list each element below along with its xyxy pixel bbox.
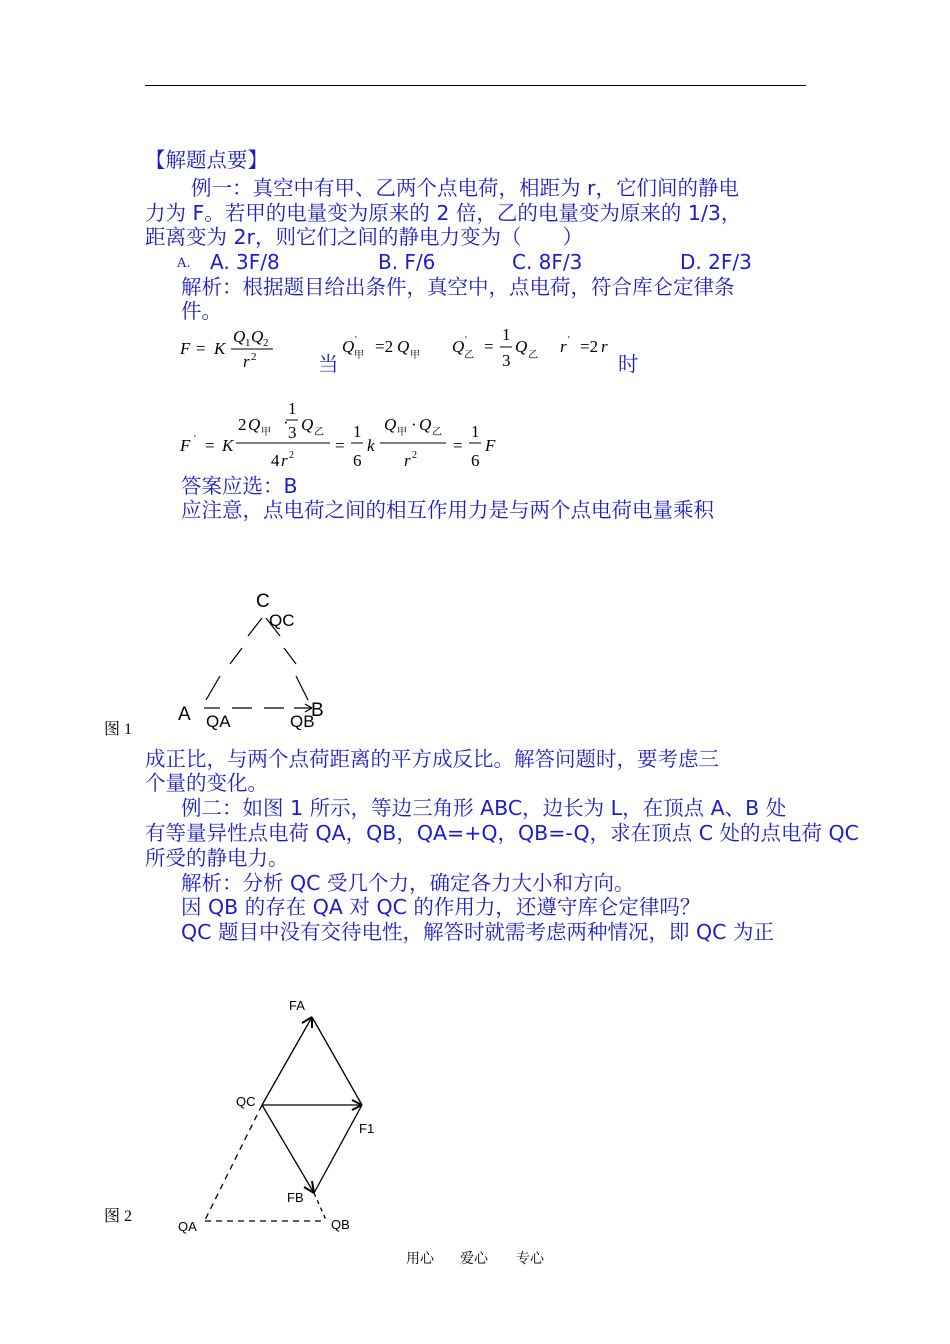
svg-text:F: F	[180, 339, 191, 358]
svg-text:2: 2	[412, 450, 417, 461]
svg-text:=: =	[484, 337, 494, 356]
example2-line3: 所受的静电力。	[145, 846, 289, 870]
footer-item-2: 爱心	[460, 1252, 488, 1267]
example1-note: 应注意，点电荷之间的相互作用力是与两个点电荷电量乘积	[181, 498, 714, 522]
svg-text:1: 1	[245, 337, 251, 349]
example1-analysis1: 解析：根据题目给出条件，真空中，点电荷，符合库仑定律条	[181, 275, 735, 299]
svg-text:2: 2	[263, 337, 269, 349]
option-c: C. 8F/3	[512, 250, 583, 274]
svg-text:Q: Q	[397, 337, 410, 356]
svg-text:6: 6	[471, 451, 480, 470]
option-a: A. 3F/8	[210, 250, 280, 274]
svg-text:': '	[568, 335, 570, 346]
svg-text:Q: Q	[452, 337, 465, 356]
fig1-vertex-c: C	[256, 591, 270, 612]
svg-text:r: r	[560, 337, 567, 356]
svg-text:=2: =2	[580, 337, 599, 356]
example1-analysis2: 件。	[181, 299, 222, 323]
svg-text:6: 6	[353, 451, 362, 470]
svg-text:K: K	[222, 436, 234, 455]
svg-text:乙: 乙	[432, 427, 442, 438]
svg-text:=: =	[205, 436, 215, 455]
continuation-line2: 个量的变化。	[145, 771, 268, 795]
example2-line1: 例二：如图 1 所示，等边三角形 ABC，边长为 L，在顶点 A、B 处	[181, 796, 787, 820]
svg-text:r: r	[601, 337, 608, 356]
svg-text:=: =	[335, 436, 345, 455]
fig1-vertex-b: B	[311, 700, 324, 721]
fig1-vertex-a: A	[178, 704, 191, 725]
svg-text:=: =	[196, 339, 206, 358]
svg-text:甲: 甲	[354, 350, 364, 361]
svg-text:r: r	[243, 352, 250, 371]
fig2-label-qb: QB	[331, 1217, 350, 1232]
example1-line2: 力为 F。若甲的电量变为原来的 2 倍，乙的电量变为原来的 1/3，	[145, 201, 742, 225]
example2-analysis3: QC 题目中没有交待电性，解答时就需考虑两种情况，即 QC 为正	[181, 920, 774, 944]
example1-line3: 距离变为 2r，则它们之间的静电力变为（ ）	[145, 225, 583, 249]
svg-text:Q: Q	[301, 415, 314, 434]
svg-text:乙: 乙	[314, 427, 324, 438]
section-title: 【解题点要】	[145, 148, 268, 172]
fig2-label-fb: FB	[287, 1190, 304, 1205]
svg-text:K: K	[214, 339, 226, 358]
svg-text:·: ·	[411, 415, 417, 434]
option-d: D. 2F/3	[680, 250, 752, 274]
fig2-label-fa: FA	[289, 998, 305, 1013]
svg-text:F: F	[485, 436, 496, 455]
footer-item-3: 专心	[516, 1252, 544, 1267]
svg-text:1: 1	[353, 422, 362, 441]
fig2-label-f1: F1	[359, 1121, 375, 1136]
svg-text:乙: 乙	[464, 350, 474, 361]
svg-text:': '	[355, 335, 357, 346]
fig1-charge-a: QA	[206, 712, 231, 731]
svg-text:': '	[465, 335, 467, 346]
svg-text:甲: 甲	[410, 350, 420, 361]
formula-time: 时	[618, 352, 639, 376]
option-b: B. F/6	[378, 250, 436, 274]
svg-text:1: 1	[502, 325, 511, 344]
option-prefix: A.	[177, 256, 191, 271]
svg-text:r: r	[281, 451, 288, 470]
svg-text:4: 4	[271, 451, 280, 470]
svg-text:=2: =2	[375, 337, 394, 356]
svg-text:2: 2	[251, 351, 257, 363]
example1-answer: 答案应选：B	[181, 474, 298, 498]
svg-text:Q: Q	[419, 415, 432, 434]
svg-text:Q: Q	[515, 337, 528, 356]
fig2-label-qa: QA	[178, 1219, 197, 1234]
svg-text:Q: Q	[248, 415, 261, 434]
svg-text:': '	[194, 434, 196, 445]
svg-text:k: k	[367, 436, 375, 455]
example2-analysis2: 因 QB 的存在 QA 对 QC 的作用力，还遵守库仑定律吗？	[181, 895, 701, 919]
svg-text:3: 3	[288, 423, 297, 442]
svg-text:2: 2	[238, 415, 247, 434]
svg-text:=: =	[453, 436, 463, 455]
svg-text:1: 1	[288, 399, 297, 418]
figure1-label: 图 1	[104, 721, 133, 738]
svg-text:r: r	[404, 451, 411, 470]
svg-text:1: 1	[471, 422, 480, 441]
example1-line1: 例一：真空中有甲、乙两个点电荷，相距为 r，它们间的静电	[191, 176, 739, 200]
svg-text:3: 3	[502, 351, 511, 370]
svg-text:Q: Q	[384, 415, 397, 434]
example2-line2: 有等量异性点电荷 QA，QB，QA=+Q，QB=-Q，求在顶点 C 处的点电荷 QC	[145, 821, 859, 845]
continuation-line1: 成正比，与两个点荷距离的平方成反比。解答问题时，要考虑三	[145, 747, 719, 771]
figure2-label: 图 2	[104, 1208, 133, 1225]
svg-text:乙: 乙	[528, 350, 538, 361]
svg-text:Q: Q	[342, 337, 355, 356]
fig2-label-qc: QC	[236, 1094, 256, 1109]
example2-analysis1: 解析：分析 QC 受几个力，确定各力大小和方向。	[181, 871, 635, 895]
svg-text:甲: 甲	[397, 427, 407, 438]
formula-when: 当	[318, 352, 339, 376]
footer-item-1: 用心	[406, 1252, 434, 1267]
fig1-charge-b: QB	[290, 712, 315, 731]
svg-text:·: ·	[283, 413, 289, 432]
svg-text:2: 2	[289, 450, 294, 461]
fig1-charge-c: QC	[269, 611, 295, 630]
svg-text:Q: Q	[233, 327, 246, 346]
svg-text:甲: 甲	[261, 427, 271, 438]
svg-text:F: F	[180, 436, 191, 455]
svg-text:Q: Q	[251, 327, 264, 346]
